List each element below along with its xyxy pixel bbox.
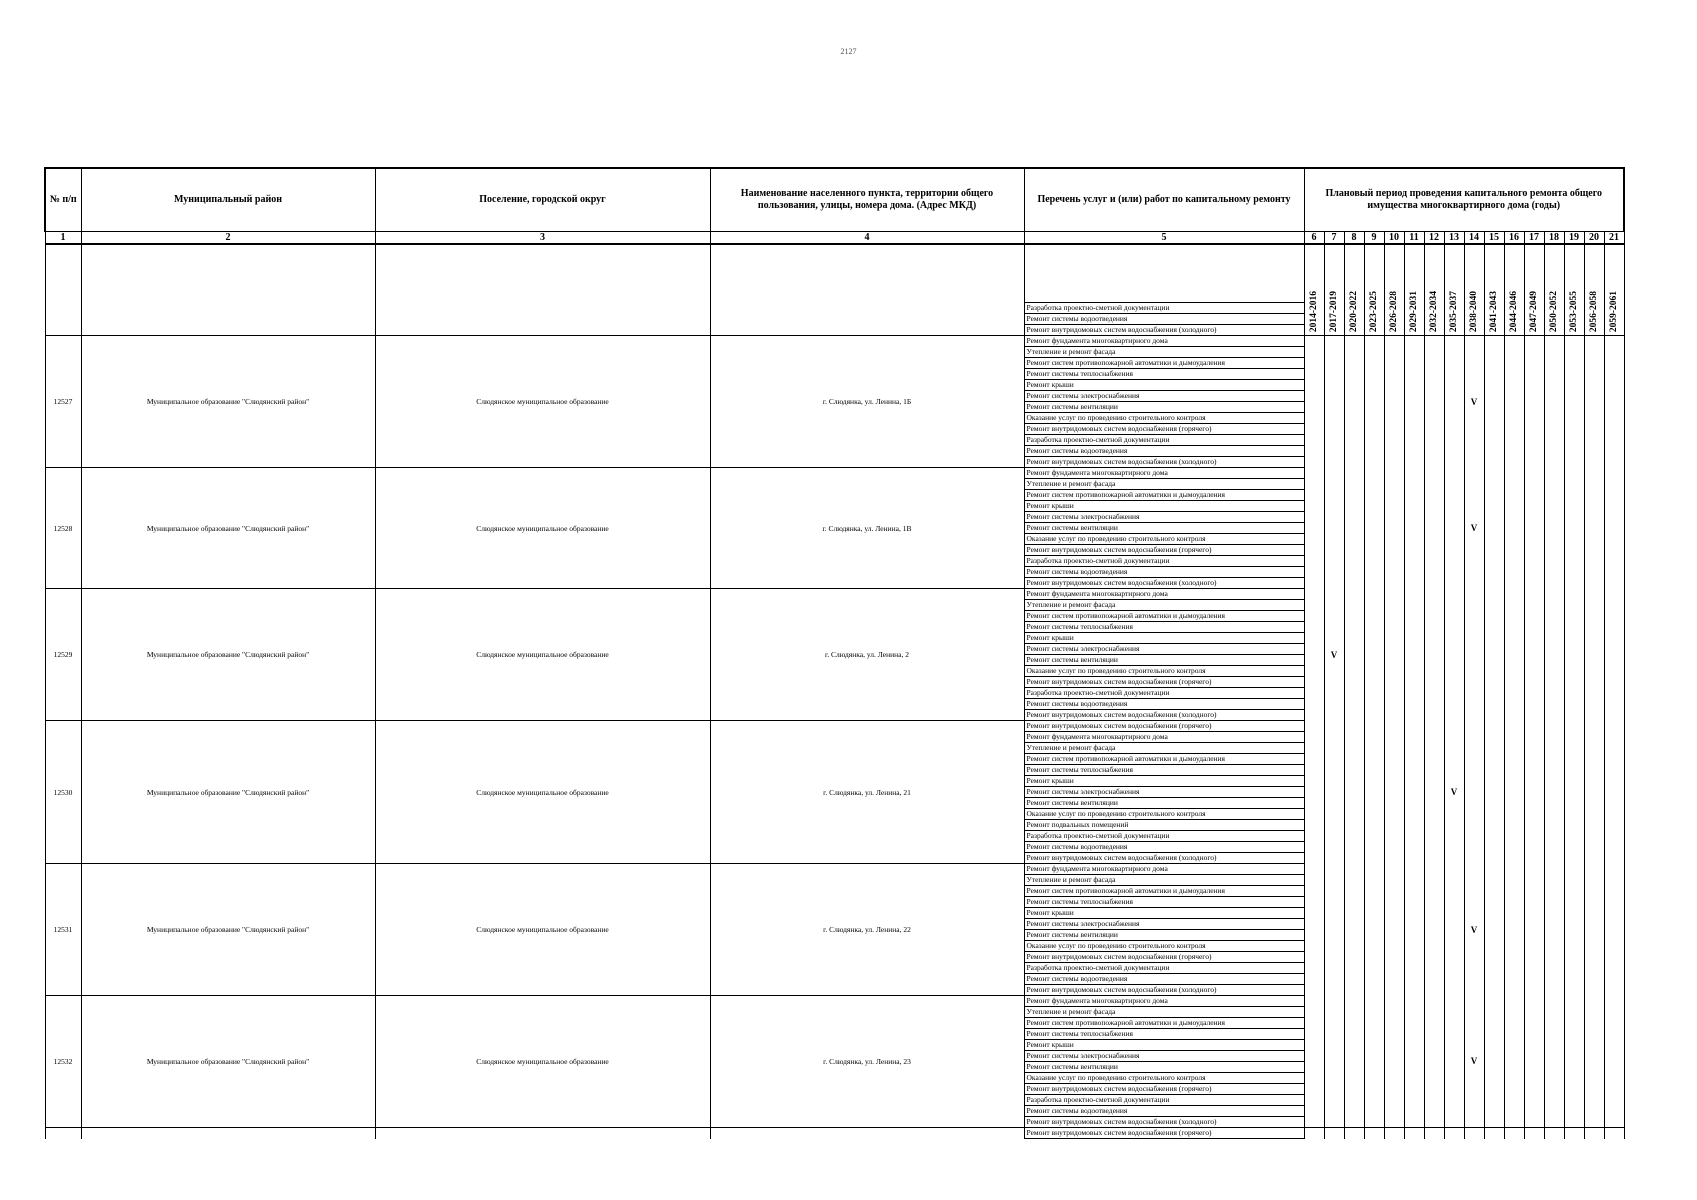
- planned-mark: V: [1444, 721, 1464, 864]
- year-cell: [1404, 996, 1424, 1128]
- year-cell: [1584, 1128, 1604, 1139]
- year-cell: [1464, 1128, 1484, 1139]
- planned-mark: V: [1464, 468, 1484, 589]
- year-cell: [1564, 468, 1584, 589]
- header-row: [45, 168, 1624, 232]
- work-item: Ремонт системы водоотведения: [1024, 567, 1304, 578]
- work-item: Ремонт системы теплоснабжения: [1024, 897, 1304, 908]
- header-address: Наименование населенного пункта, территории общего пользования, улицы, номера дома. (Адрес МКД): [710, 168, 1024, 232]
- trailing-blank: [375, 1128, 710, 1139]
- work-item: Ремонт крыши: [1024, 776, 1304, 787]
- year-cell: [1564, 996, 1584, 1128]
- year-cell: [1504, 468, 1524, 589]
- year-cell: [1344, 589, 1364, 721]
- year-cell: [1604, 721, 1624, 864]
- work-item: Ремонт системы электроснабжения: [1024, 512, 1304, 523]
- work-item: Разработка проектно-сметной документации: [1024, 963, 1304, 974]
- year-cell: [1424, 864, 1444, 996]
- year-cell: [1564, 864, 1584, 996]
- year-label: 2020-2022: [1349, 290, 1359, 332]
- work-item: Ремонт крыши: [1024, 501, 1304, 512]
- year-label: 2017-2019: [1329, 290, 1339, 332]
- year-cell: [1424, 1128, 1444, 1139]
- page-number: 2127: [840, 47, 857, 56]
- year-header-cell: [1304, 244, 1324, 336]
- year-cell: [1604, 468, 1624, 589]
- col-number-6: 6: [1304, 232, 1324, 245]
- year-cell: [1564, 721, 1584, 864]
- planned-mark: V: [1464, 996, 1484, 1128]
- year-header-cell: [1364, 244, 1384, 336]
- year-cell: [1404, 468, 1424, 589]
- work-item: Ремонт крыши: [1024, 908, 1304, 919]
- year-header-cell: [1424, 244, 1444, 336]
- year-cell: [1504, 864, 1524, 996]
- col-number-5: 5: [1024, 232, 1304, 245]
- year-label: 2032-2034: [1429, 290, 1439, 332]
- years-row-works-blank: [1024, 244, 1304, 303]
- year-cell: [1564, 336, 1584, 468]
- work-item: Ремонт внутридомовых систем водоснабжения (горячего): [1024, 1128, 1304, 1139]
- year-cell: [1544, 589, 1564, 721]
- year-cell: [1604, 864, 1624, 996]
- year-label: 2041-2043: [1489, 290, 1499, 332]
- year-label: 2050-2052: [1549, 290, 1559, 332]
- capital-repair-table: [44, 167, 1625, 1139]
- col-number-10: 10: [1384, 232, 1404, 245]
- year-cell: [1484, 721, 1504, 864]
- year-cell: [1564, 1128, 1584, 1139]
- year-cell: [1484, 589, 1504, 721]
- year-cell: [1504, 996, 1524, 1128]
- year-cell: [1324, 996, 1344, 1128]
- entry-address: г. Слюдянка, ул. Ленина, 22: [710, 864, 1024, 996]
- header-period: Плановый период проведения капитального ремонта общего имущества многоквартирного дома (годы): [1304, 168, 1624, 232]
- year-cell: [1484, 468, 1504, 589]
- header-settlement: Поселение, городской округ: [375, 168, 710, 232]
- work-item: Ремонт внутридомовых систем водоснабжения (горячего): [1024, 952, 1304, 963]
- year-cell: [1304, 721, 1324, 864]
- year-cell: [1544, 336, 1564, 468]
- year-cell: [1304, 468, 1324, 589]
- work-item: Ремонт систем противопожарной автоматики и дымоудаления: [1024, 611, 1304, 622]
- work-item: Ремонт внутридомовых систем водоснабжения (холодного): [1024, 578, 1304, 589]
- col-number-3: 3: [375, 232, 710, 245]
- year-label: 2023-2025: [1369, 290, 1379, 332]
- col-number-4: 4: [710, 232, 1024, 245]
- col-number-9: 9: [1364, 232, 1384, 245]
- years-row: [45, 244, 1624, 303]
- work-item: Ремонт внутридомовых систем водоснабжения (горячего): [1024, 424, 1304, 435]
- work-item: Ремонт системы электроснабжения: [1024, 919, 1304, 930]
- work-item: Разработка проектно-сметной документации: [1024, 303, 1304, 314]
- entry-number: 12530: [45, 721, 81, 864]
- entry-row-12528: [45, 468, 1624, 479]
- year-header-cell: [1584, 244, 1604, 336]
- work-item: Ремонт внутридомовых систем водоснабжения (холодного): [1024, 985, 1304, 996]
- year-label: 2056-2058: [1589, 290, 1599, 332]
- work-item: Оказание услуг по проведению строительного контроля: [1024, 413, 1304, 424]
- year-cell: [1504, 336, 1524, 468]
- year-header-cell: [1524, 244, 1544, 336]
- years-row-blank: [45, 244, 81, 336]
- year-cell: [1364, 996, 1384, 1128]
- year-label: 2026-2028: [1389, 290, 1399, 332]
- work-item: Ремонт системы водоотведения: [1024, 842, 1304, 853]
- year-cell: [1524, 589, 1544, 721]
- work-item: Утепление и ремонт фасада: [1024, 743, 1304, 754]
- year-cell: [1344, 468, 1364, 589]
- year-cell: [1504, 721, 1524, 864]
- trailing-blank: [45, 1128, 81, 1139]
- work-item: Ремонт фундамента многоквартирного дома: [1024, 732, 1304, 743]
- work-item: Ремонт систем противопожарной автоматики и дымоудаления: [1024, 1018, 1304, 1029]
- col-number-15: 15: [1484, 232, 1504, 245]
- work-item: Ремонт систем противопожарной автоматики и дымоудаления: [1024, 886, 1304, 897]
- entry-settlement: Слюдянское муниципальное образование: [375, 468, 710, 589]
- entry-number: 12529: [45, 589, 81, 721]
- col-number-12: 12: [1424, 232, 1444, 245]
- year-cell: [1584, 996, 1604, 1128]
- year-cell: [1584, 468, 1604, 589]
- work-item: Ремонт системы теплоснабжения: [1024, 369, 1304, 380]
- year-cell: [1604, 1128, 1624, 1139]
- work-item: Ремонт систем противопожарной автоматики и дымоудаления: [1024, 358, 1304, 369]
- year-cell: [1524, 721, 1544, 864]
- year-cell: [1404, 864, 1424, 996]
- year-cell: [1324, 864, 1344, 996]
- entry-district: Муниципальное образование "Слюдянский район": [81, 721, 375, 864]
- entry-settlement: Слюдянское муниципальное образование: [375, 864, 710, 996]
- year-cell: [1364, 336, 1384, 468]
- col-number-11: 11: [1404, 232, 1424, 245]
- header-num: № п/п: [45, 168, 81, 232]
- year-cell: [1584, 864, 1604, 996]
- work-item: Ремонт крыши: [1024, 633, 1304, 644]
- year-cell: [1424, 996, 1444, 1128]
- year-cell: [1544, 1128, 1564, 1139]
- work-item: Ремонт внутридомовых систем водоснабжения (холодного): [1024, 853, 1304, 864]
- entry-row-12530: [45, 721, 1624, 732]
- year-cell: [1404, 589, 1424, 721]
- year-cell: [1424, 468, 1444, 589]
- work-item: Ремонт внутридомовых систем водоснабжения (холодного): [1024, 325, 1304, 336]
- entry-address: г. Слюдянка, ул. Ленина, 1Б: [710, 336, 1024, 468]
- col-number-17: 17: [1524, 232, 1544, 245]
- work-item: Утепление и ремонт фасада: [1024, 600, 1304, 611]
- work-item: Ремонт системы вентиляции: [1024, 1062, 1304, 1073]
- year-cell: [1404, 721, 1424, 864]
- work-item: Ремонт подвальных помещений: [1024, 820, 1304, 831]
- work-item: Ремонт внутридомовых систем водоснабжения (горячего): [1024, 721, 1304, 732]
- work-item: Утепление и ремонт фасада: [1024, 479, 1304, 490]
- year-cell: [1544, 721, 1564, 864]
- year-header-cell: [1604, 244, 1624, 336]
- entry-district: Муниципальное образование "Слюдянский район": [81, 468, 375, 589]
- work-item: Оказание услуг по проведению строительного контроля: [1024, 534, 1304, 545]
- year-cell: [1484, 1128, 1504, 1139]
- work-item: Ремонт системы водоотведения: [1024, 1106, 1304, 1117]
- work-item: Ремонт системы водоотведения: [1024, 974, 1304, 985]
- year-cell: [1484, 864, 1504, 996]
- entry-settlement: Слюдянское муниципальное образование: [375, 336, 710, 468]
- header-district: Муниципальный район: [81, 168, 375, 232]
- work-item: Ремонт системы теплоснабжения: [1024, 765, 1304, 776]
- trailing-blank: [81, 1128, 375, 1139]
- year-header-cell: [1484, 244, 1504, 336]
- year-cell: [1324, 721, 1344, 864]
- col-number-19: 19: [1564, 232, 1584, 245]
- year-cell: [1384, 864, 1404, 996]
- year-label: 2053-2055: [1569, 290, 1579, 332]
- year-cell: [1384, 721, 1404, 864]
- work-item: Ремонт системы вентиляции: [1024, 402, 1304, 413]
- year-label: 2035-2037: [1449, 290, 1459, 332]
- year-cell: [1604, 589, 1624, 721]
- work-item: Ремонт системы водоотведения: [1024, 314, 1304, 325]
- year-cell: [1444, 996, 1464, 1128]
- planned-mark: V: [1464, 336, 1484, 468]
- work-item: Разработка проектно-сметной документации: [1024, 435, 1304, 446]
- year-cell: [1384, 468, 1404, 589]
- entry-number: 12527: [45, 336, 81, 468]
- entry-row-12532: [45, 996, 1624, 1007]
- year-cell: [1484, 336, 1504, 468]
- year-cell: [1444, 1128, 1464, 1139]
- year-cell: [1404, 1128, 1424, 1139]
- work-item: Ремонт системы водоотведения: [1024, 699, 1304, 710]
- years-row-blank: [710, 244, 1024, 336]
- year-cell: [1424, 721, 1444, 864]
- work-item: Ремонт внутридомовых систем водоснабжения (холодного): [1024, 457, 1304, 468]
- col-number-21: 21: [1604, 232, 1624, 245]
- year-cell: [1464, 721, 1484, 864]
- entry-district: Муниципальное образование "Слюдянский район": [81, 864, 375, 996]
- year-cell: [1364, 721, 1384, 864]
- year-cell: [1384, 996, 1404, 1128]
- planned-mark: V: [1324, 589, 1344, 721]
- work-item: Утепление и ремонт фасада: [1024, 347, 1304, 358]
- entry-settlement: Слюдянское муниципальное образование: [375, 996, 710, 1128]
- work-item: Ремонт фундамента многоквартирного дома: [1024, 864, 1304, 875]
- year-cell: [1604, 336, 1624, 468]
- entry-address: г. Слюдянка, ул. Ленина, 23: [710, 996, 1024, 1128]
- work-item: Ремонт фундамента многоквартирного дома: [1024, 336, 1304, 347]
- work-item: Ремонт фундамента многоквартирного дома: [1024, 996, 1304, 1007]
- entry-address: г. Слюдянка, ул. Ленина, 2: [710, 589, 1024, 721]
- year-cell: [1304, 336, 1324, 468]
- work-item: Ремонт крыши: [1024, 380, 1304, 391]
- trailing-blank: [710, 1128, 1024, 1139]
- col-number-16: 16: [1504, 232, 1524, 245]
- entry-number: 12528: [45, 468, 81, 589]
- year-header-cell: [1404, 244, 1424, 336]
- year-cell: [1364, 468, 1384, 589]
- work-item: Оказание услуг по проведению строительного контроля: [1024, 1073, 1304, 1084]
- entry-row-12531: [45, 864, 1624, 875]
- years-row-blank: [81, 244, 375, 336]
- year-cell: [1504, 589, 1524, 721]
- year-cell: [1304, 996, 1324, 1128]
- work-item: Разработка проектно-сметной документации: [1024, 831, 1304, 842]
- work-item: Ремонт системы вентиляции: [1024, 798, 1304, 809]
- year-header-cell: [1504, 244, 1524, 336]
- year-cell: [1364, 589, 1384, 721]
- trailing-row: [45, 1128, 1624, 1139]
- work-item: Оказание услуг по проведению строительного контроля: [1024, 666, 1304, 677]
- column-number-row: [45, 232, 1624, 245]
- header-works: Перечень услуг и (или) работ по капитальному ремонту: [1024, 168, 1304, 232]
- year-cell: [1524, 336, 1544, 468]
- year-label: 2059-2061: [1609, 290, 1619, 332]
- entry-settlement: Слюдянское муниципальное образование: [375, 589, 710, 721]
- year-cell: [1304, 1128, 1324, 1139]
- work-item: Оказание услуг по проведению строительного контроля: [1024, 809, 1304, 820]
- year-cell: [1404, 336, 1424, 468]
- year-cell: [1344, 1128, 1364, 1139]
- entry-district: Муниципальное образование "Слюдянский район": [81, 996, 375, 1128]
- year-cell: [1524, 996, 1544, 1128]
- year-cell: [1304, 864, 1324, 996]
- work-item: Утепление и ремонт фасада: [1024, 1007, 1304, 1018]
- work-item: Разработка проектно-сметной документации: [1024, 1095, 1304, 1106]
- year-cell: [1464, 589, 1484, 721]
- year-cell: [1344, 336, 1364, 468]
- col-number-20: 20: [1584, 232, 1604, 245]
- year-cell: [1444, 468, 1464, 589]
- year-cell: [1584, 336, 1604, 468]
- year-cell: [1484, 996, 1504, 1128]
- year-cell: [1444, 864, 1464, 996]
- year-cell: [1324, 336, 1344, 468]
- col-number-1: 1: [45, 232, 81, 245]
- entry-address: г. Слюдянка, ул. Ленина, 1В: [710, 468, 1024, 589]
- year-label: 2047-2049: [1529, 290, 1539, 332]
- year-cell: [1564, 589, 1584, 721]
- year-label: 2029-2031: [1409, 290, 1419, 332]
- year-header-cell: [1444, 244, 1464, 336]
- year-cell: [1324, 1128, 1344, 1139]
- year-cell: [1544, 996, 1564, 1128]
- entry-number: 12532: [45, 996, 81, 1128]
- entry-address: г. Слюдянка, ул. Ленина, 21: [710, 721, 1024, 864]
- work-item: Ремонт внутридомовых систем водоснабжения (горячего): [1024, 677, 1304, 688]
- year-label: 2038-2040: [1469, 290, 1479, 332]
- col-number-13: 13: [1444, 232, 1464, 245]
- work-item: Ремонт систем противопожарной автоматики и дымоудаления: [1024, 490, 1304, 501]
- work-item: Ремонт системы теплоснабжения: [1024, 622, 1304, 633]
- year-label: 2044-2046: [1509, 290, 1519, 332]
- year-cell: [1504, 1128, 1524, 1139]
- work-item: Ремонт фундамента многоквартирного дома: [1024, 468, 1304, 479]
- year-cell: [1304, 589, 1324, 721]
- entry-row-12527: [45, 336, 1624, 347]
- entry-district: Муниципальное образование "Слюдянский район": [81, 336, 375, 468]
- year-cell: [1444, 336, 1464, 468]
- planned-mark: V: [1464, 864, 1484, 996]
- year-header-cell: [1324, 244, 1344, 336]
- year-cell: [1544, 468, 1564, 589]
- year-cell: [1524, 864, 1544, 996]
- year-cell: [1384, 336, 1404, 468]
- work-item: Ремонт системы вентиляции: [1024, 930, 1304, 941]
- year-cell: [1584, 589, 1604, 721]
- year-cell: [1344, 996, 1364, 1128]
- work-item: Ремонт системы электроснабжения: [1024, 787, 1304, 798]
- year-cell: [1604, 996, 1624, 1128]
- year-cell: [1544, 864, 1564, 996]
- years-row-blank: [375, 244, 710, 336]
- year-cell: [1324, 468, 1344, 589]
- col-number-2: 2: [81, 232, 375, 245]
- year-cell: [1344, 721, 1364, 864]
- col-number-8: 8: [1344, 232, 1364, 245]
- year-cell: [1384, 589, 1404, 721]
- year-cell: [1344, 864, 1364, 996]
- year-header-cell: [1564, 244, 1584, 336]
- work-item: Ремонт системы электроснабжения: [1024, 644, 1304, 655]
- col-number-18: 18: [1544, 232, 1564, 245]
- col-number-14: 14: [1464, 232, 1484, 245]
- work-item: Ремонт внутридомовых систем водоснабжения (холодного): [1024, 1117, 1304, 1128]
- work-item: Ремонт фундамента многоквартирного дома: [1024, 589, 1304, 600]
- work-item: Ремонт внутридомовых систем водоснабжения (холодного): [1024, 710, 1304, 721]
- work-item: Ремонт систем противопожарной автоматики и дымоудаления: [1024, 754, 1304, 765]
- col-number-7: 7: [1324, 232, 1344, 245]
- work-item: Ремонт системы теплоснабжения: [1024, 1029, 1304, 1040]
- year-cell: [1584, 721, 1604, 864]
- year-cell: [1364, 864, 1384, 996]
- year-label: 2014-2016: [1309, 290, 1319, 332]
- work-item: Ремонт системы вентиляции: [1024, 523, 1304, 534]
- year-cell: [1424, 336, 1444, 468]
- entry-number: 12531: [45, 864, 81, 996]
- work-item: Ремонт системы электроснабжения: [1024, 391, 1304, 402]
- work-item: Разработка проектно-сметной документации: [1024, 688, 1304, 699]
- entry-row-12529: [45, 589, 1624, 600]
- work-item: Ремонт внутридомовых систем водоснабжения (горячего): [1024, 1084, 1304, 1095]
- work-item: Утепление и ремонт фасада: [1024, 875, 1304, 886]
- year-cell: [1524, 468, 1544, 589]
- year-cell: [1444, 589, 1464, 721]
- entry-district: Муниципальное образование "Слюдянский район": [81, 589, 375, 721]
- year-header-cell: [1344, 244, 1364, 336]
- work-item: Ремонт системы вентиляции: [1024, 655, 1304, 666]
- work-item: Ремонт системы водоотведения: [1024, 446, 1304, 457]
- entry-settlement: Слюдянское муниципальное образование: [375, 721, 710, 864]
- work-item: Ремонт системы электроснабжения: [1024, 1051, 1304, 1062]
- work-item: Ремонт крыши: [1024, 1040, 1304, 1051]
- year-header-cell: [1384, 244, 1404, 336]
- work-item: Ремонт внутридомовых систем водоснабжения (горячего): [1024, 545, 1304, 556]
- year-cell: [1364, 1128, 1384, 1139]
- work-item: Оказание услуг по проведению строительного контроля: [1024, 941, 1304, 952]
- year-cell: [1424, 589, 1444, 721]
- year-header-cell: [1544, 244, 1564, 336]
- year-cell: [1384, 1128, 1404, 1139]
- work-item: Разработка проектно-сметной документации: [1024, 556, 1304, 567]
- year-cell: [1524, 1128, 1544, 1139]
- year-header-cell: [1464, 244, 1484, 336]
